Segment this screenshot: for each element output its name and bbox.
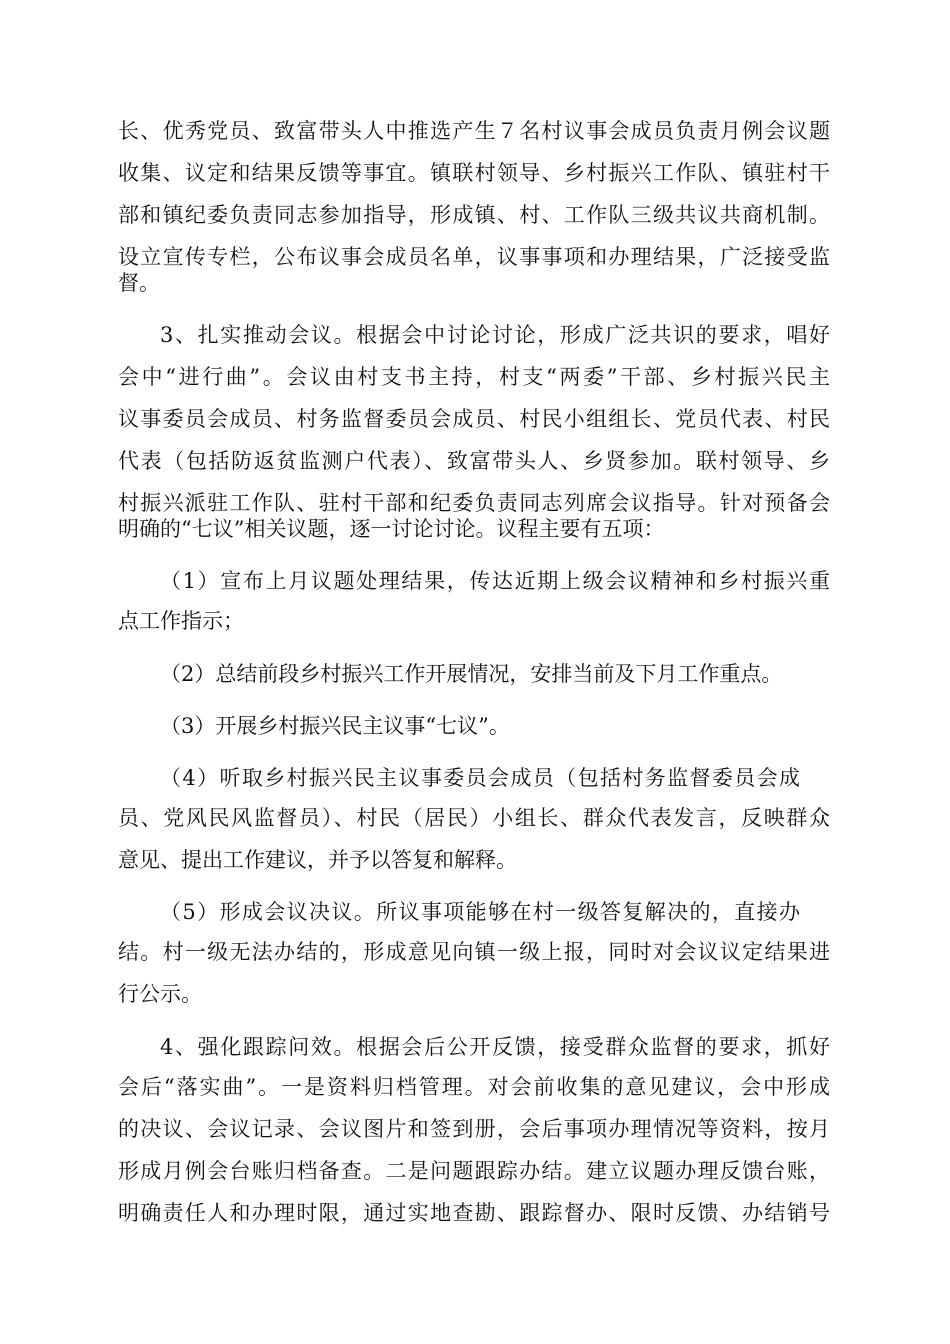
text-line: 代表（包括防返贫监测户代表）、致富带头人、乡贤参加。联村领导、乡 [118, 449, 830, 473]
text-line: 意见、提出工作建议，并予以答复和解释。 [118, 848, 517, 872]
paragraph-start-line: 3、扎实推动会议。根据会中讨论讨论，形成广泛共识的要求，唱好 [160, 323, 830, 347]
text-line: 明确责任人和办理时限，通过实地查勘、跟踪督办、限时反馈、办结销号 [118, 1201, 830, 1225]
list-item-1-line: （1）宣布上月议题处理结果，传达近期上级会议精神和乡村振兴重 [160, 569, 830, 593]
text-line: 员、党风民风监督员）、村民（居民）小组长、群众代表发言，反映群众 [118, 806, 830, 830]
text-line: 点工作指示； [118, 609, 244, 633]
text-line: 的决议、会议记录、会议图片和签到册，会后事项办理情况等资料，按月 [118, 1117, 830, 1141]
text-line: 会中“进行曲”。会议由村支书主持，村支“两委”干部、乡村振兴民主 [118, 365, 830, 389]
text-line: 结。村一级无法办结的，形成意见向镇一级上报，同时对会议议定结果进 [118, 940, 830, 964]
text-line: 督。 [118, 271, 160, 295]
text-line: 形成月例会台账归档备查。二是问题跟踪办结。建立议题办理反馈台账， [118, 1159, 830, 1183]
list-item-2-line: （2）总结前段乡村振兴工作开展情况，安排当前及下月工作重点。 [160, 662, 783, 686]
list-item-3-line: （3）开展乡村振兴民主议事“七议”。 [160, 714, 510, 738]
text-line: 设立宣传专栏，公布议事会成员名单，议事事项和办理结果，广泛接受监 [118, 245, 830, 269]
text-line: 部和镇纪委负责同志参加指导，形成镇、村、工作队三级共议共商机制。 [118, 203, 830, 227]
text-line: 议事委员会成员、村务监督委员会成员、村民小组组长、党员代表、村民 [118, 407, 830, 431]
list-item-5-line: （5）形成会议决议。所议事项能够在村一级答复解决的，直接办 [160, 900, 800, 924]
text-line: 行公示。 [118, 982, 202, 1006]
text-line: 明确的“七议”相关议题，逐一讨论讨论。议程主要有五项： [118, 517, 665, 541]
text-line: 收集、议定和结果反馈等事宜。镇联村领导、乡村振兴工作队、镇驻村干 [118, 161, 830, 185]
list-item-4-line: （4）听取乡村振兴民主议事委员会成员（包括村务监督委员会成 [160, 766, 800, 790]
paragraph-start-line: 4、强化跟踪问效。根据会后公开反馈，接受群众监督的要求，抓好 [160, 1035, 830, 1059]
text-line: 长、优秀党员、致富带头人中推选产生７名村议事会成员负责月例会议题 [118, 119, 830, 143]
text-line: 会后“落实曲”。一是资料归档管理。对会前收集的意见建议，会中形成 [118, 1075, 830, 1099]
text-line: 村振兴派驻工作队、驻村干部和纪委负责同志列席会议指导。针对预备会 [118, 491, 830, 515]
